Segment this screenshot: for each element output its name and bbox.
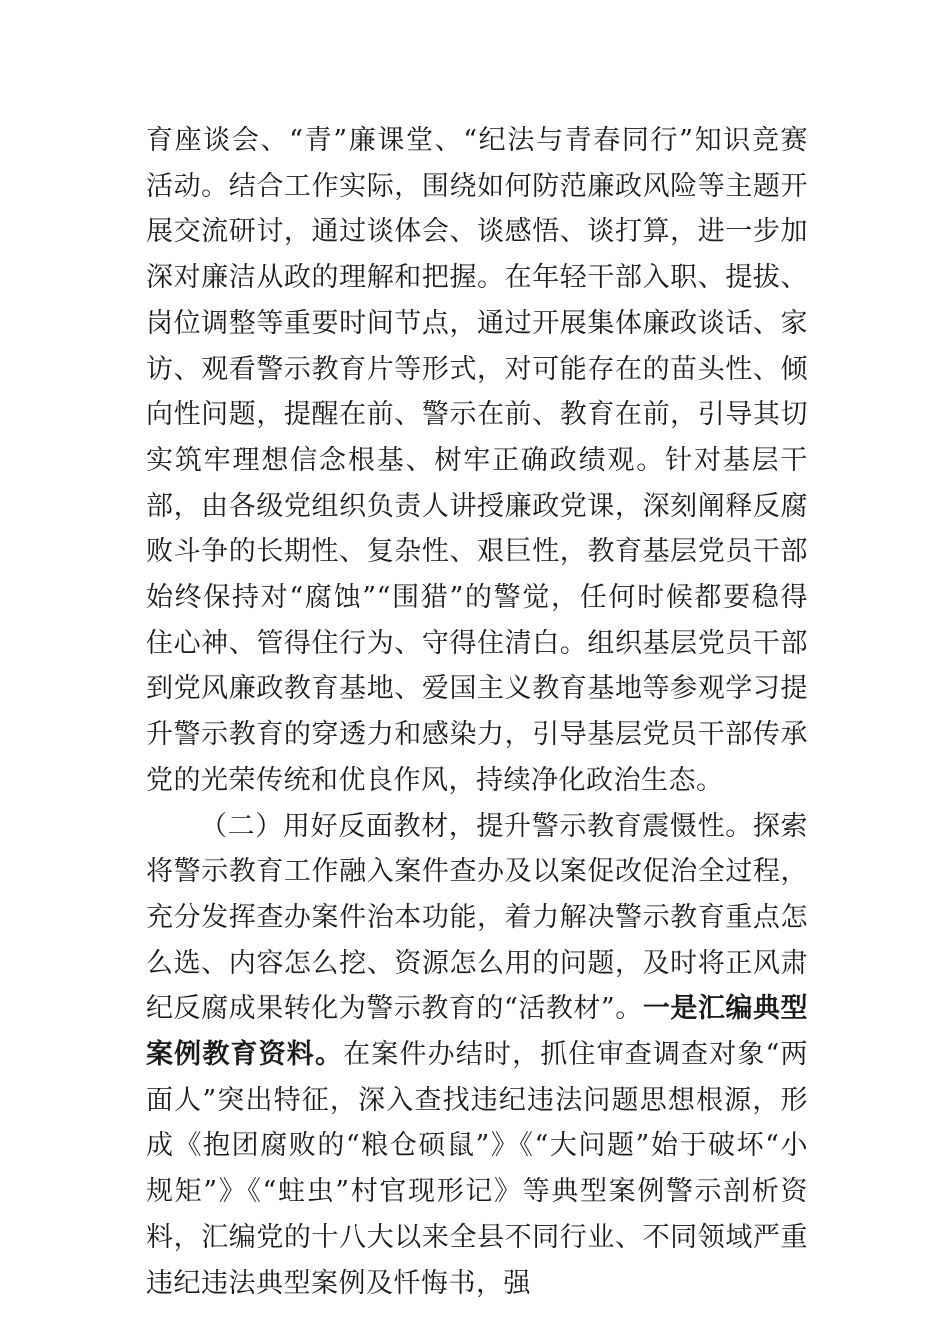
paragraph-section-two	[146, 804, 808, 1307]
paragraph-text: 育座谈会、“青”廉课堂、“纪法与青春同行”知识竞赛活动。结合工作实际，围绕如何防范廉政风险等主题开展交流研讨，通过谈体会、谈感悟、谈打算，进一步加深对廉洁从政的理解和把握。在年轻干部入职、提拔、岗位调整等重要时间节点，通过开展集体廉政谈话、家访、观看警示教育片等形式，对可能存在的苗头性、倾向性问题，提醒在前、警示在前、教育在前，引导其切实筑牢理想信念根基、树牢正确政绩观。针对基层干部，由各级党组织负责人讲授廉政党课，深刻阐释反腐败斗争的长期性、复杂性、艰巨性，教育基层党员干部始终保持对“腐蚀”“围猎”的警觉，任何时候都要稳得住心神、管得住行为、守得住清白。组织基层党员干部到党风廉政教育基地、爱国主义教育基地等参观学习提升警示教育的穿透力和感染力，引导基层党员干部传承党的光荣传统和优良作风，持续净化政治生态。	[146, 125, 808, 796]
paragraph-text: 探索将警示教育工作融入案件查办及以案促改促治全过程，充分发挥查办案件治本功能，着力解决警示教育重点怎么选、内容怎么挖、资源怎么用的问题，及时将正风肃纪反腐成果转化为警示教育的“活教材”。	[146, 810, 809, 1025]
paragraph-continued	[146, 118, 808, 804]
paragraph-text: 在案件办结时，抓住审查调查对象“两面人”突出特征，深入查找违纪违法问题思想根源，形成《抱团腐败的“粮仓硕鼠”》《“大问题”始于破坏“小规矩”》《“蛀虫”村官现形记》等典型案例警示剖析资料，汇编党的十八大以来全县不同行业、不同领域严重违纪违法典型案例及忏悔书，强	[146, 1039, 808, 1299]
sub-heading: 一是汇编典型案例教育资料。	[146, 993, 808, 1071]
section-heading: （二）用好反面教材，提升警示教育震慑性。	[200, 810, 753, 842]
document-body	[146, 118, 808, 1306]
